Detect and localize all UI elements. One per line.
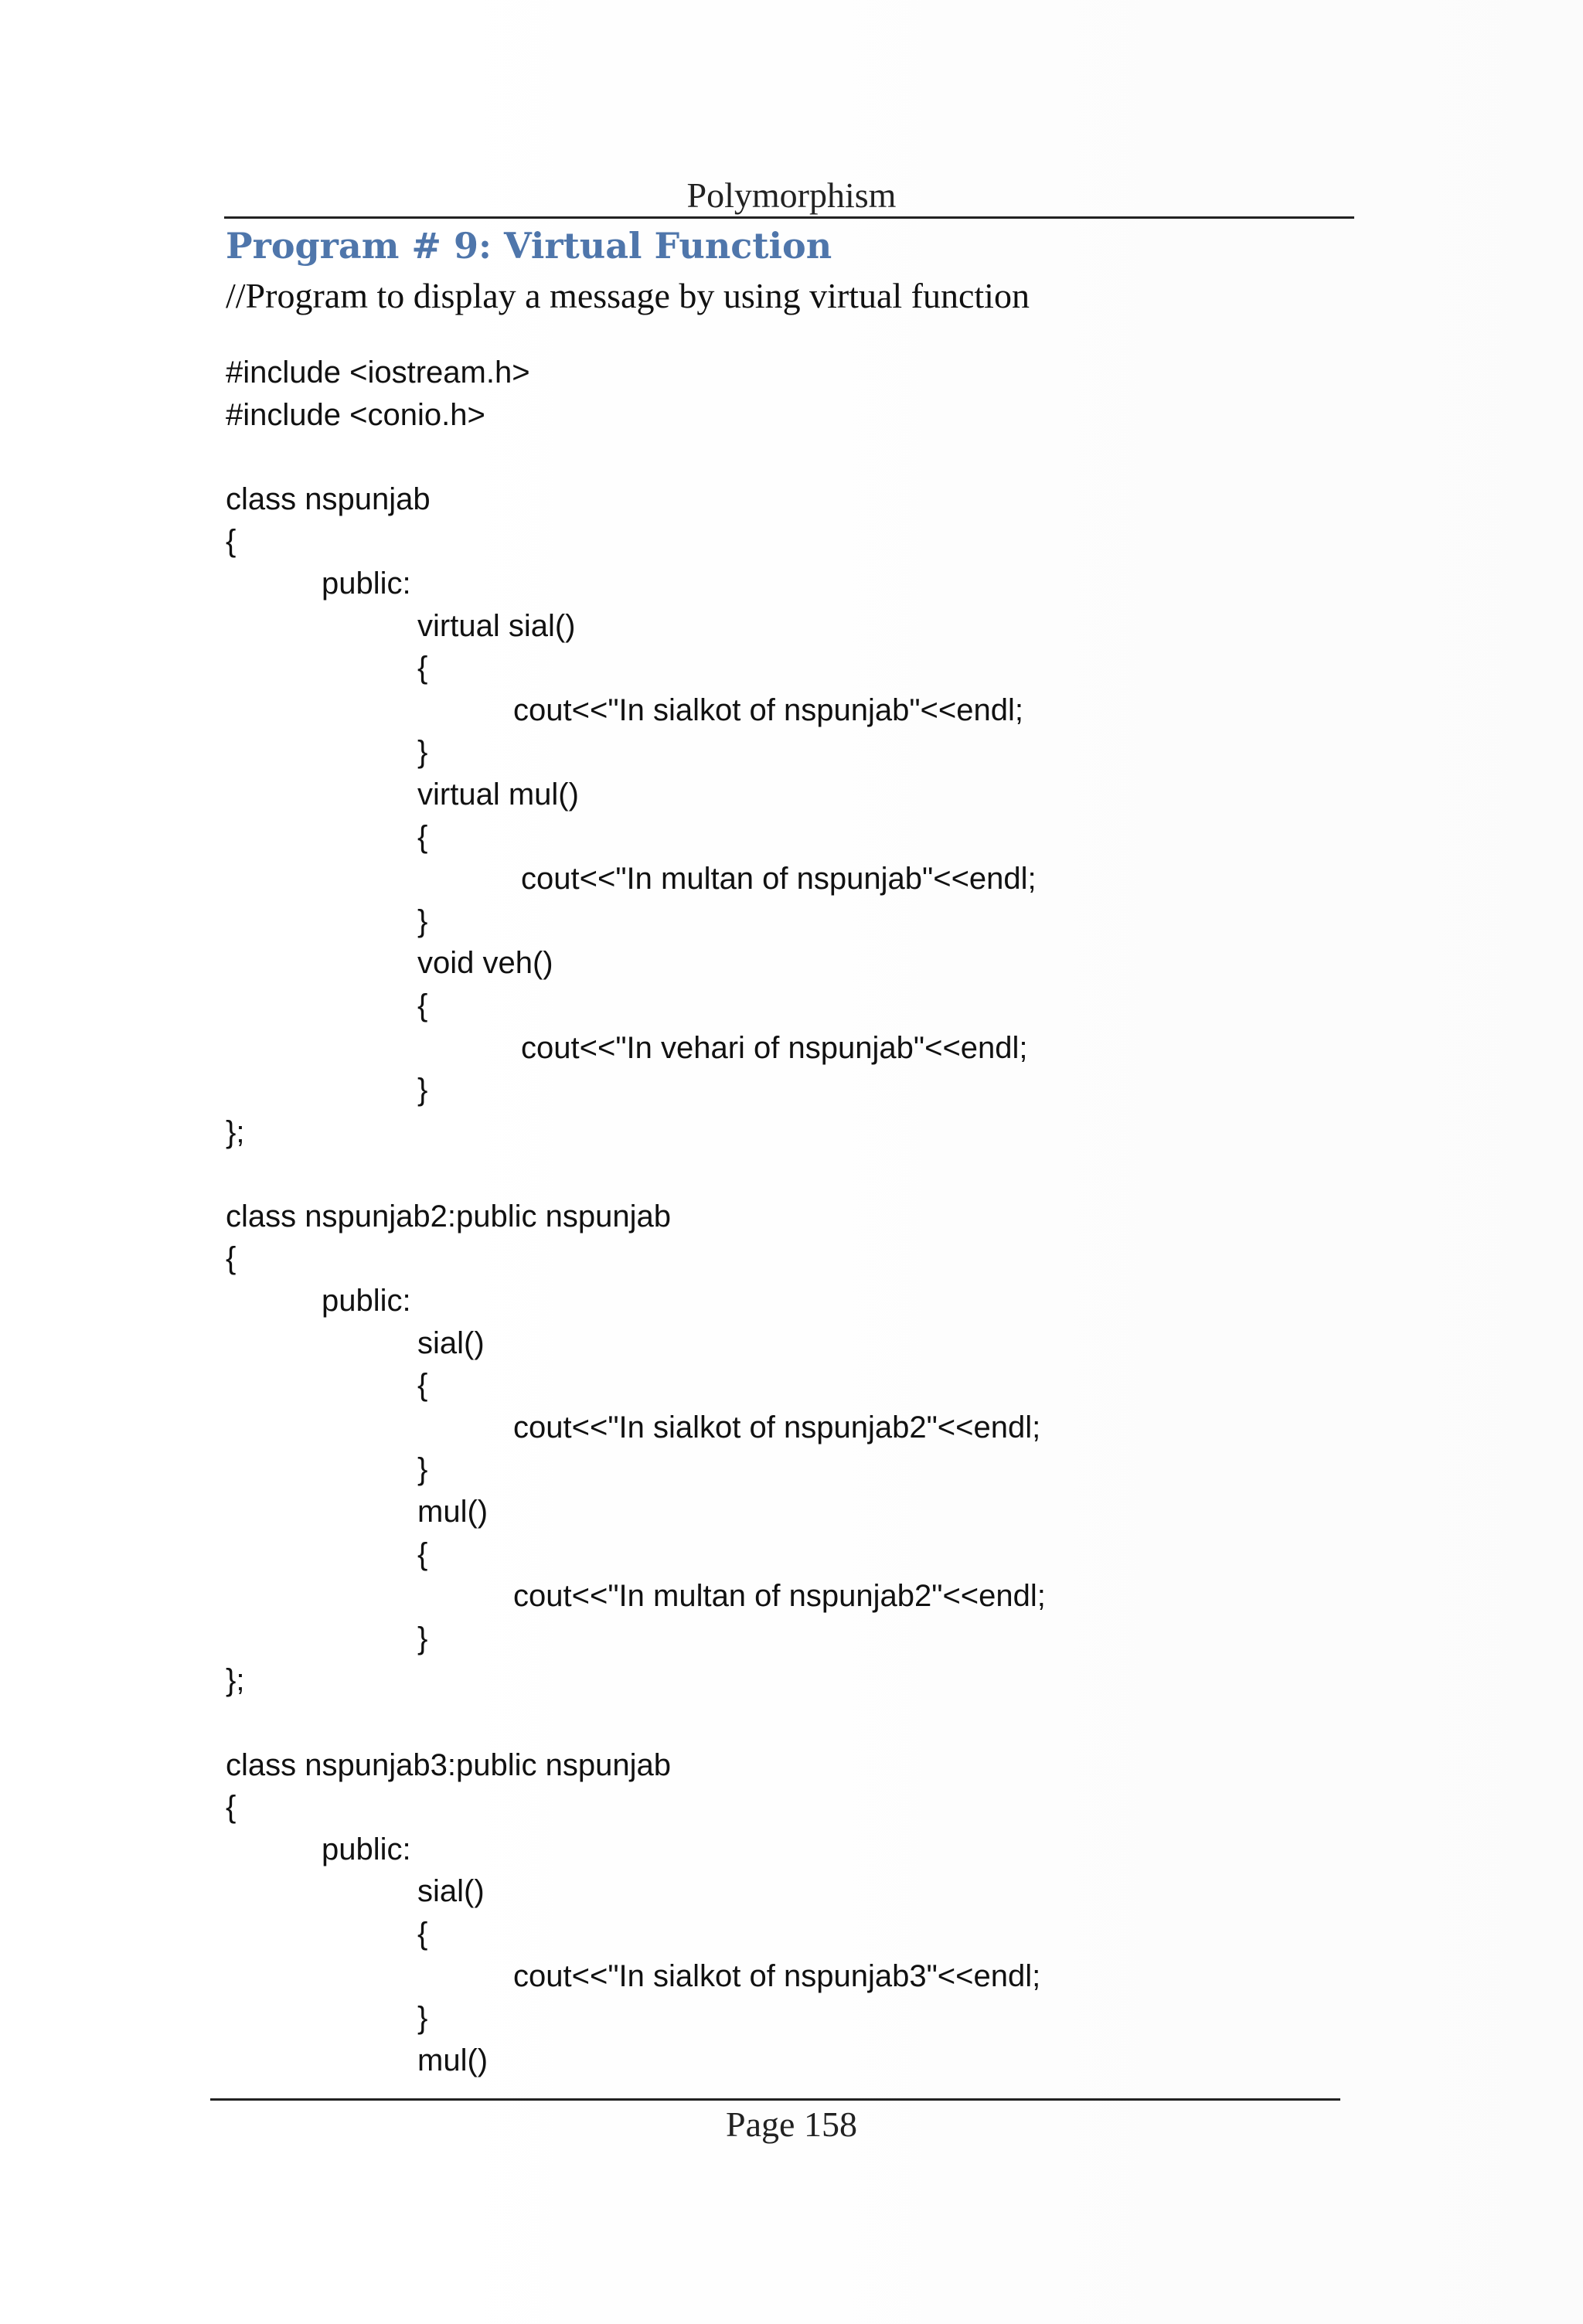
code-line: cout<<"In multan of nspunjab"<<endl; bbox=[521, 862, 1037, 897]
code-line: sial() bbox=[417, 1874, 485, 1909]
code-line: #include <iostream.h> bbox=[226, 356, 530, 390]
code-line: public: bbox=[322, 566, 411, 601]
program-heading: Program # 9: Virtual Function bbox=[226, 225, 832, 267]
code-line: }; bbox=[226, 1663, 245, 1698]
code-line: class nspunjab2:public nspunjab bbox=[226, 1199, 671, 1233]
code-line bbox=[226, 436, 1046, 478]
code-line: { bbox=[417, 1536, 428, 1571]
code-line: { bbox=[226, 1241, 237, 1276]
code-line: } bbox=[417, 2001, 428, 2036]
code-line: { bbox=[417, 1916, 428, 1951]
code-line bbox=[226, 1702, 1046, 1744]
page-number: Page 158 bbox=[726, 2105, 857, 2144]
code-line: }; bbox=[226, 1114, 245, 1149]
header-rule bbox=[224, 216, 1354, 219]
code-line: } bbox=[417, 903, 428, 938]
code-line: virtual mul() bbox=[417, 777, 579, 812]
code-line: class nspunjab3:public nspunjab bbox=[226, 1747, 671, 1782]
code-line: sial() bbox=[417, 1325, 485, 1360]
code-line bbox=[226, 1153, 1046, 1196]
code-line: { bbox=[417, 651, 428, 686]
code-line: } bbox=[417, 735, 428, 770]
code-line: void veh() bbox=[417, 946, 553, 981]
code-line: mul() bbox=[417, 1495, 489, 1529]
code-line: { bbox=[226, 524, 237, 559]
code-line: { bbox=[417, 1368, 428, 1403]
code-line: class nspunjab bbox=[226, 481, 431, 516]
code-line: } bbox=[417, 1452, 428, 1487]
code-line: cout<<"In sialkot of nspunjab"<<endl; bbox=[513, 692, 1023, 727]
code-line: mul() bbox=[417, 2043, 489, 2077]
code-line: cout<<"In sialkot of nspunjab3"<<endl; bbox=[513, 1958, 1041, 1993]
code-line: cout<<"In multan of nspunjab2"<<endl; bbox=[513, 1579, 1046, 1614]
program-comment: //Program to display a message by using virtual function bbox=[226, 276, 1030, 315]
code-line: virtual sial() bbox=[417, 608, 576, 643]
code-line: cout<<"In vehari of nspunjab"<<endl; bbox=[521, 1030, 1028, 1065]
footer-rule bbox=[210, 2098, 1340, 2101]
code-line: public: bbox=[322, 1284, 411, 1319]
code-line: } bbox=[417, 1073, 428, 1108]
code-block bbox=[226, 352, 1046, 2081]
code-line: { bbox=[226, 1790, 237, 1825]
code-line: cout<<"In sialkot of nspunjab2"<<endl; bbox=[513, 1410, 1041, 1444]
code-line: { bbox=[417, 988, 428, 1022]
code-line: #include <conio.h> bbox=[226, 397, 485, 432]
running-header-title: Polymorphism bbox=[686, 175, 897, 215]
code-line: public: bbox=[322, 1832, 411, 1866]
code-line: } bbox=[417, 1621, 428, 1655]
code-line: { bbox=[417, 819, 428, 854]
